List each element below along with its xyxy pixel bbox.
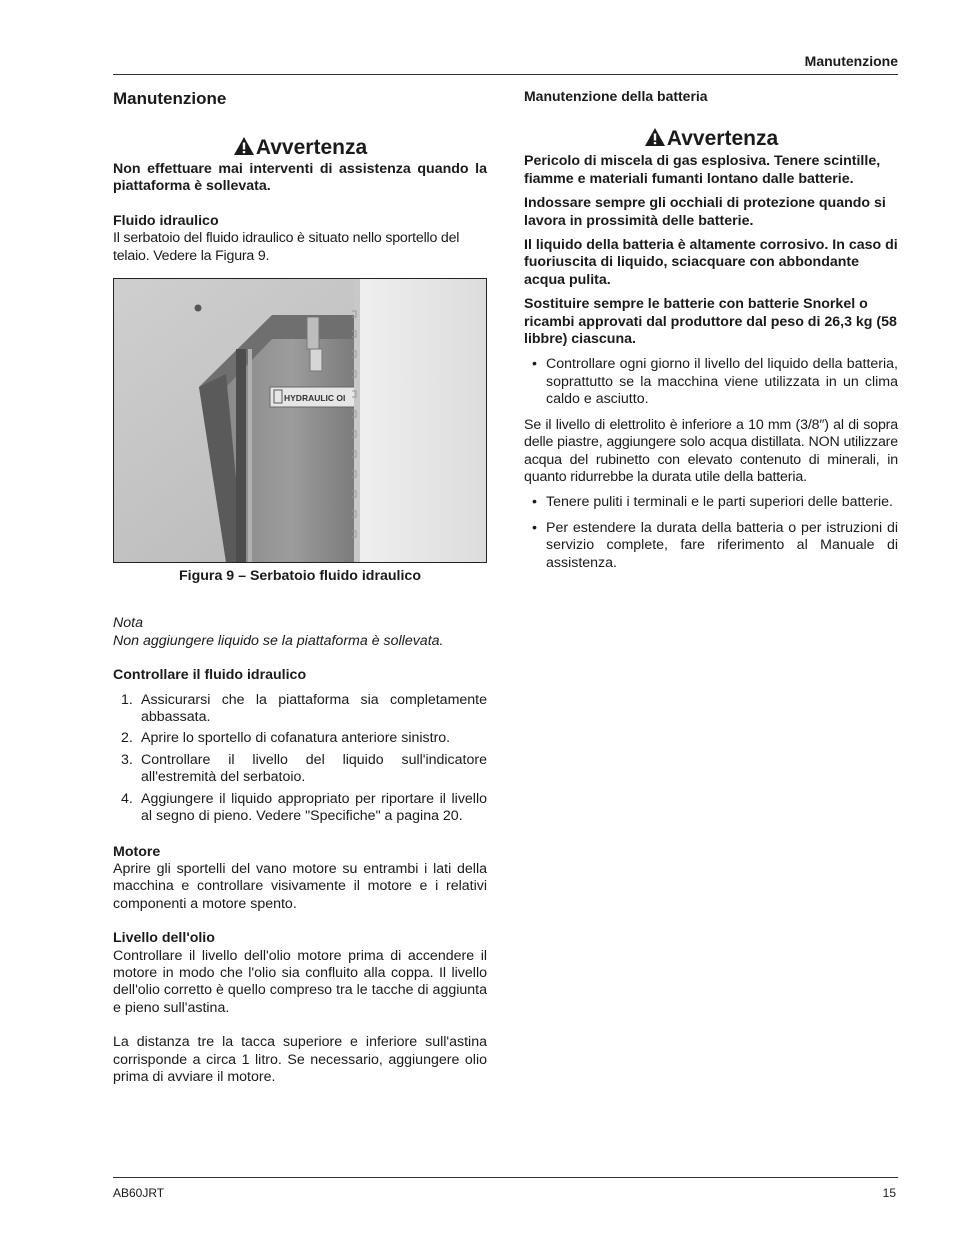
warning-triangle-icon xyxy=(233,136,255,156)
motor-text: Aprire gli sportelli del vano motore su entrambi i lati della macchina e controllare visivamente il motore e i relativi componenti a motore spento. xyxy=(113,860,487,912)
page-number: 15 xyxy=(882,1186,896,1200)
header-rule xyxy=(113,74,898,75)
section-title: Manutenzione xyxy=(113,89,227,108)
running-header: Manutenzione xyxy=(804,53,898,69)
fluid-text: Il serbatoio del fluido idraulico è situato nello sportello del telaio. Vedere la Figura 9. xyxy=(113,230,460,264)
electrolyte-text: Se il livello di elettrolito è inferiore a 10 mm (3/8″) al di sopra delle piastre, aggiungere solo acqua distillata. NON utilizzare acqua del rubinetto con elevato contenuto di minerali, in quanto ridurrebbe la durata utile della batteria. xyxy=(524,416,898,485)
check-steps xyxy=(113,692,487,826)
warning-box xyxy=(113,136,487,196)
warning-title: Avvertenza xyxy=(255,136,368,159)
footer-rule xyxy=(113,1177,898,1178)
list-item: • Controllare ogni giorno il livello del liquido della batteria, soprattutto se la macchina viene utilizzata in un clima caldo e asciutto. xyxy=(532,356,898,408)
photo-hydraulic-tank xyxy=(114,279,486,562)
list-item: 1. Assicurarsi che la piattaforma sia completamente abbassata. xyxy=(121,691,487,726)
note-text: Non aggiungere liquido se la piattaforma è sollevata. xyxy=(113,632,444,649)
battery-section-title: Manutenzione della batteria xyxy=(524,88,708,104)
list-item: 3. Controllare il livello del liquido sull'indicatore all'estremità del serbatoio. xyxy=(121,751,487,786)
list-item: 2. Aprire lo sportello di cofanatura anteriore sinistro. xyxy=(121,730,451,747)
fluid-heading: Fluido idraulico xyxy=(113,212,219,229)
warning-title: Avvertenza xyxy=(666,127,779,151)
battery-bullets-1 xyxy=(524,356,898,408)
figure-hydraulic-tank xyxy=(113,278,487,563)
oil-text-2: La distanza tre la tacca superiore e inferiore sull'astina corrisponde a circa 1 litro. Se necessario, aggiungere olio prima di avviare il motore. xyxy=(113,1034,487,1085)
figure-label-text: HYDRAULIC OI xyxy=(284,393,346,404)
motor-heading: Motore xyxy=(113,843,161,860)
warning-triangle-icon xyxy=(644,127,666,147)
oil-heading: Livello dell'olio xyxy=(113,930,215,947)
figure-caption: Figura 9 – Serbatoio fluido idraulico xyxy=(178,568,421,585)
right-column xyxy=(524,88,898,580)
check-heading: Controllare il fluido idraulico xyxy=(113,667,307,684)
warning-paragraph: Pericolo di miscela di gas esplosiva. Tenere scintille, fiamme e materiali fumanti lontano dalle batterie. xyxy=(524,153,881,187)
note-block xyxy=(113,615,487,650)
oil-text-1: Controllare il livello dell'olio motore prima di accendere il motore in modo che l'olio sia confluito alla coppa. Il livello dell'olio corretto è quello compreso tra le tacche di aggiunta e pieno sull'astina. xyxy=(113,947,487,1016)
warning-paragraph: Il liquido della batteria è altamente corrosivo. In caso di fuoriuscita di liquido, sciacquare con abbondante acqua pulita. xyxy=(524,237,898,288)
list-item: 4. Aggiungere il liquido appropriato per riportare il livello al segno di pieno. Vedere "Specifiche" a pagina 20. xyxy=(121,790,487,825)
battery-bullets-2 xyxy=(524,494,898,572)
warning-paragraph: Indossare sempre gli occhiali di protezione quando si lavora in prossimità delle batterie. xyxy=(524,195,886,229)
footer-model: AB60JRT xyxy=(113,1186,165,1200)
left-column xyxy=(113,88,487,1086)
note-title: Nota xyxy=(113,615,143,632)
list-item: • Tenere puliti i terminali e le parti superiori delle batterie. xyxy=(532,494,893,511)
battery-warning-box xyxy=(524,127,898,348)
warning-text: Non effettuare mai interventi di assistenza quando la piattaforma è sollevata. xyxy=(113,161,487,195)
list-item: • Per estendere la durata della batteria o per istruzioni di servizio complete, fare riferimento al Manuale di assistenza. xyxy=(532,519,898,571)
warning-paragraph: Sostituire sempre le batterie con batterie Snorkel o ricambi approvati dal produttore dal peso di 26,3 kg (58 libbre) ciascuna. xyxy=(524,296,897,348)
